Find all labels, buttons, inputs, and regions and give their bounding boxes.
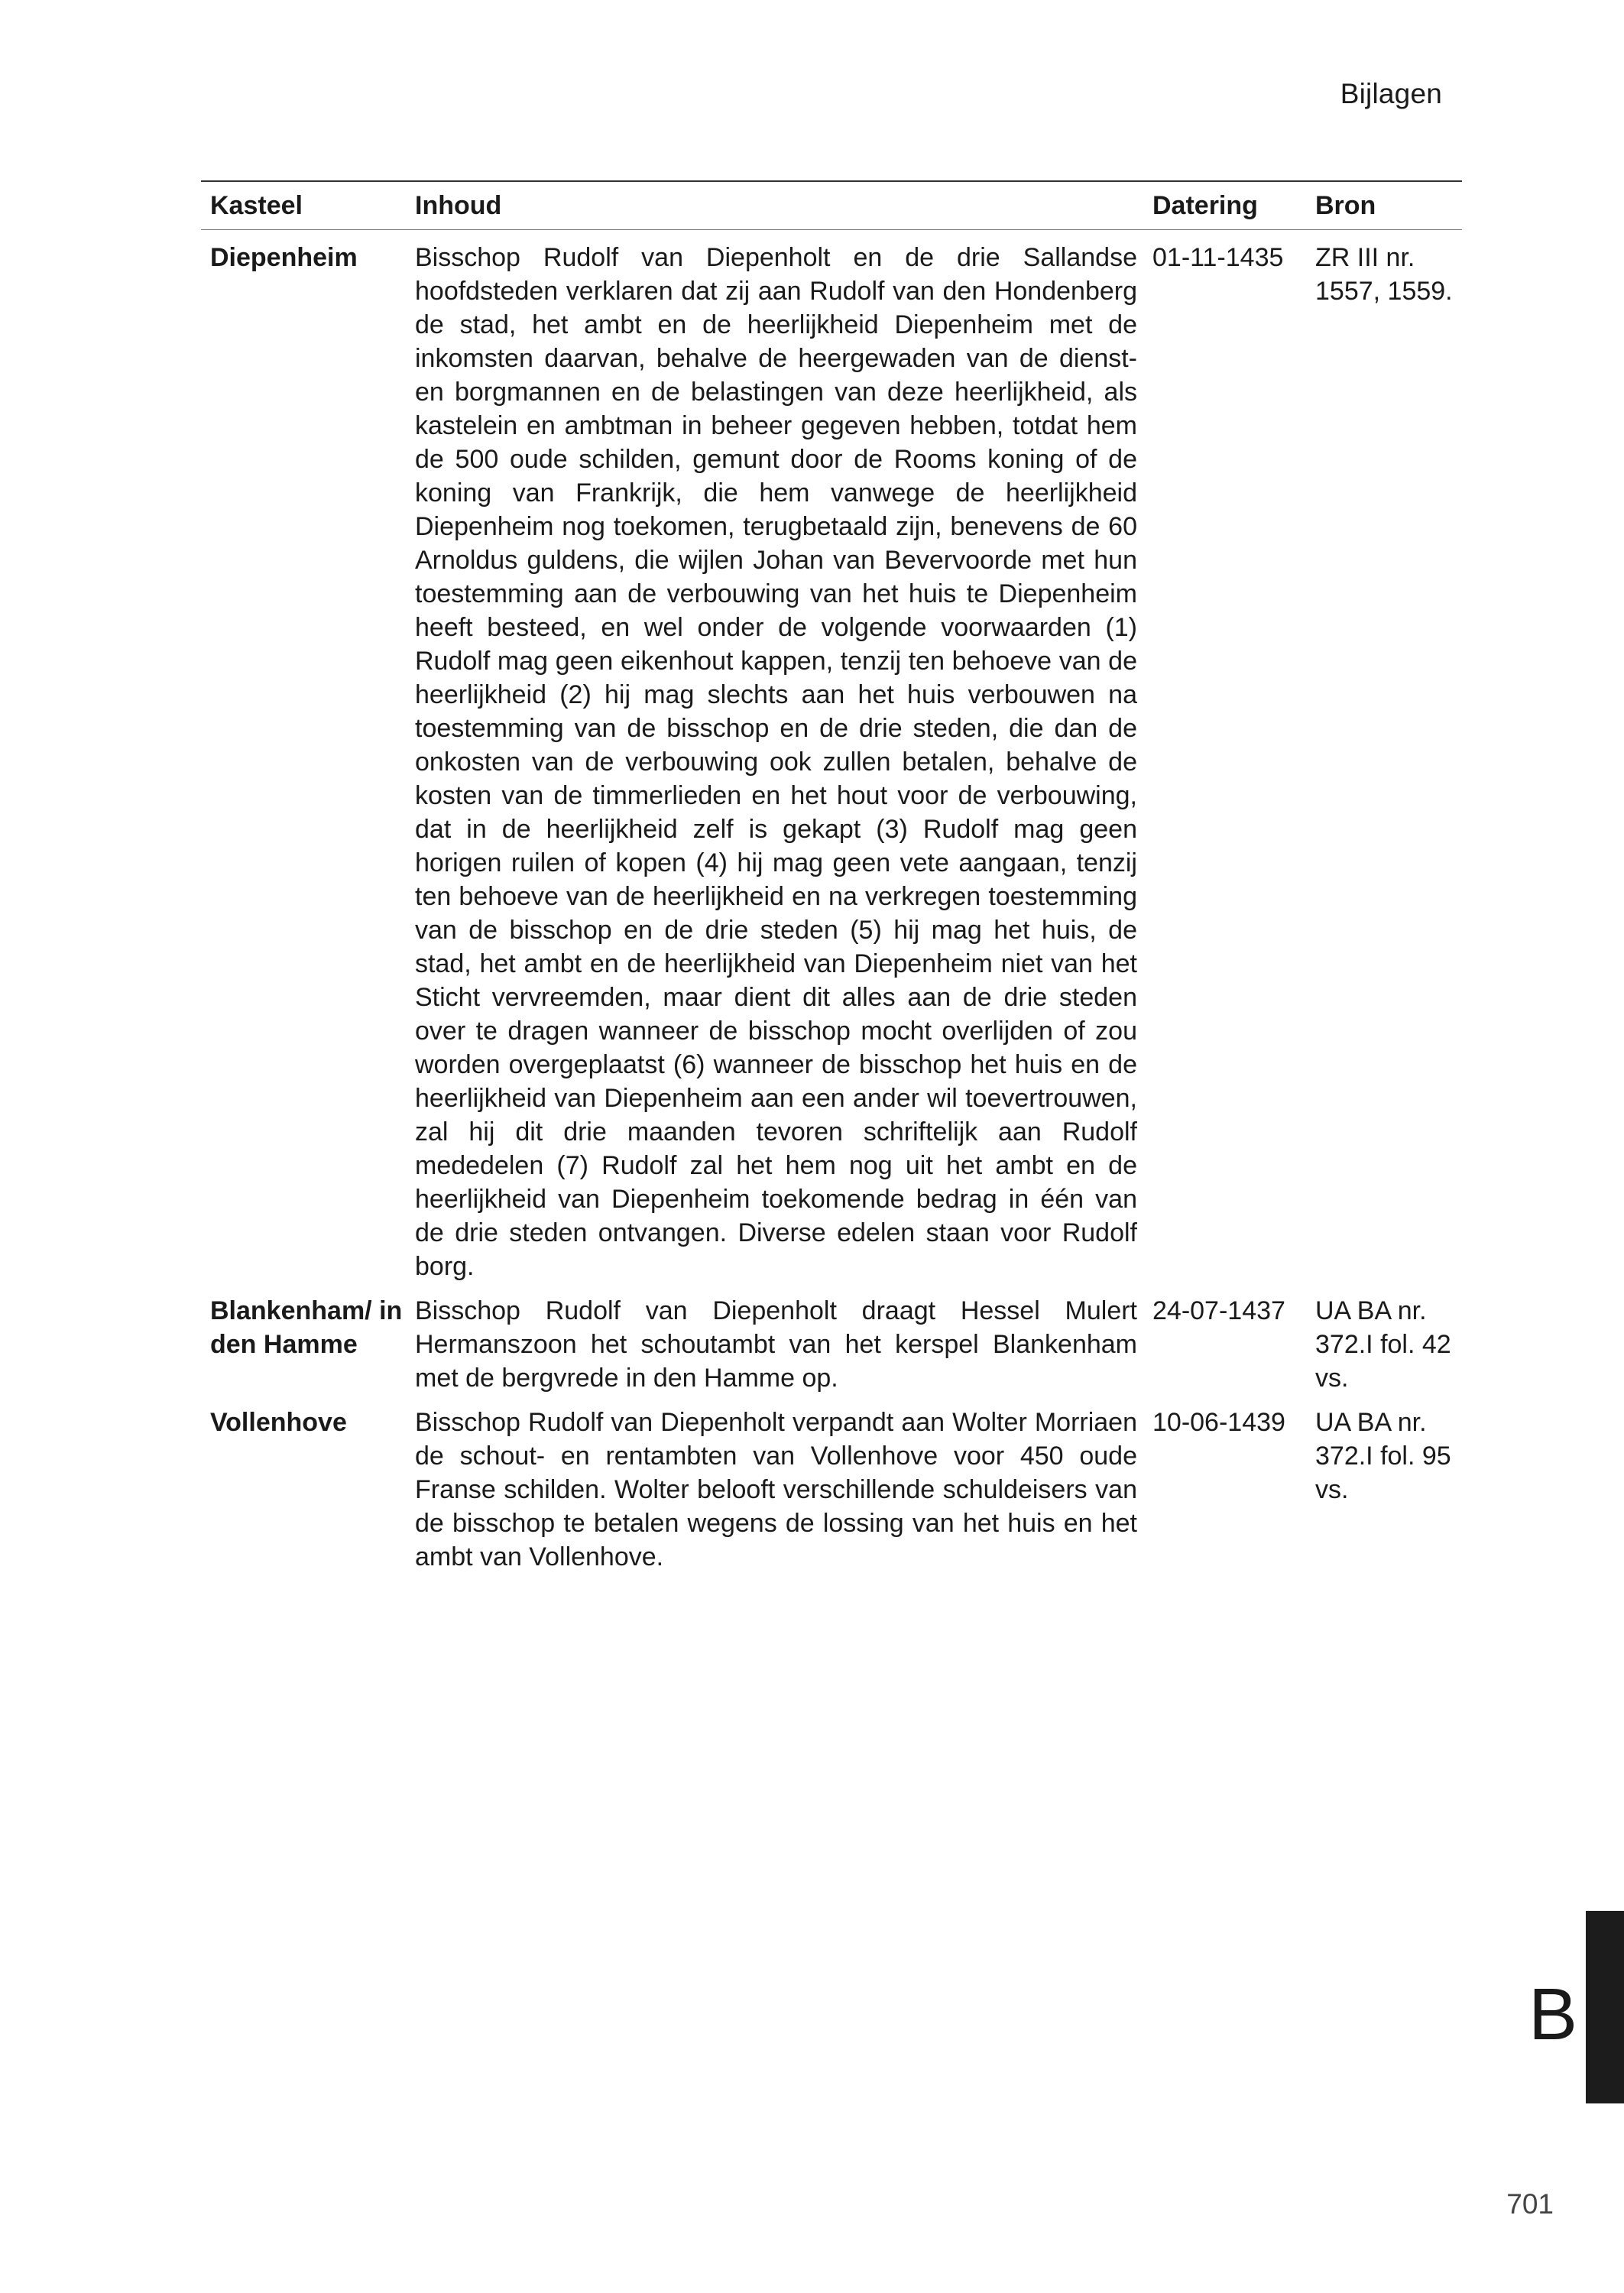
- running-title: Bijlagen: [1340, 78, 1442, 109]
- cell-bron: ZR III nr. 1557, 1559.: [1315, 243, 1453, 306]
- column-header-kasteel: Kasteel: [210, 190, 303, 220]
- cell-kasteel: Vollenhove: [210, 1408, 347, 1437]
- table-row: [201, 1406, 1462, 1574]
- table-row: [201, 1294, 1462, 1395]
- column-header-datering: Datering: [1152, 190, 1258, 220]
- appendix-table: [201, 180, 1462, 1574]
- page-number: 701: [1506, 2188, 1554, 2220]
- column-header-bron: Bron: [1315, 190, 1376, 220]
- cell-inhoud: Bisschop Rudolf van Diepenholt verpandt aan Wolter Morriaen de schout- en rentambten van Vollenhove voor 450 oude Franse schilden. Wolter belooft verschillende schuldeisers van de bisschop te betalen wegens de lossing van het huis en het ambt van Vollenhove.: [415, 1408, 1137, 1571]
- cell-inhoud: Bisschop Rudolf van Diepenholt en de drie Sallandse hoofdsteden verklaren dat zij aan Rudolf van den Hondenberg de stad, het ambt en de heerlijkheid Diepenheim met de inkomsten daarvan, behalve de heergewaden van de dienst- en borgmannen en de belastingen van deze heerlijkheid, als kastelein en ambtman in beheer gegeven hebben, totdat hem de 500 oude schilden, gemunt door de Rooms koning of de koning van Frankrijk, die hem vanwege de heerlijkheid Diepenheim nog toekomen, terugbetaald zijn, benevens de 60 Arnoldus guldens, die wijlen Johan van Bevervoorde met hun toestemming aan de verbouwing van het huis te Diepenheim heeft besteed, en wel onder de volgende voorwaarden (1) Rudolf mag geen eikenhout kappen, tenzij ten behoeve van de heerlijkheid (2) hij mag slechts aan het huis verbouwen na toestemming van de bisschop en de drie steden, die dan de onkosten van de verbouwing ook zullen betalen, behalve de kosten van de timmerlieden en het hout voor de verbouwing, dat in de heerlijkheid zelf is gekapt (3) Rudolf mag geen horigen ruilen of kopen (4) hij mag geen vete aangaan, tenzij ten behoeve van de heerlijkheid en na verkregen toestemming van de bisschop en de drie steden (5) hij mag het huis, de stad, het ambt en de heerlijkheid van Diepenheim niet van het Sticht vervreemden, maar dient dit alles aan de drie steden over te dragen wanneer de bisschop mocht overlijden of zou worden overgeplaatst (6) wanneer de bisschop het huis en de heerlijkheid van Diepenheim aan een ander wil toevertrouwen, zal hij dit drie maanden tevoren schriftelijk aan Rudolf mededelen (7) Rudolf zal het hem nog uit het ambt en de heerlijkheid van Diepenheim toekomende bedrag in één van de drie steden ontvangen. Diverse edelen staan voor Rudolf borg.: [415, 243, 1137, 1281]
- cell-bron: UA BA nr. 372.I fol. 42 vs.: [1315, 1296, 1451, 1393]
- cell-datering: 01-11-1435: [1152, 243, 1284, 272]
- cell-inhoud: Bisschop Rudolf van Diepenholt draagt Hessel Mulert Hermanszoon het schoutambt van het kerspel Blankenham met de bergvrede in den Hamme op.: [415, 1296, 1137, 1393]
- cell-datering: 24-07-1437: [1152, 1296, 1285, 1325]
- section-tab-marker: [1586, 1911, 1624, 2103]
- column-header-inhoud: Inhoud: [415, 190, 502, 220]
- cell-bron: UA BA nr. 372.I fol. 95 vs.: [1315, 1408, 1451, 1504]
- cell-kasteel: Diepenheim: [210, 243, 358, 272]
- table-row: [201, 241, 1462, 1283]
- cell-datering: 10-06-1439: [1152, 1408, 1285, 1437]
- cell-kasteel: Blankenham/ in den Hamme: [210, 1296, 403, 1359]
- section-tab-letter: B: [1528, 1974, 1578, 2055]
- table-header: [201, 180, 1462, 230]
